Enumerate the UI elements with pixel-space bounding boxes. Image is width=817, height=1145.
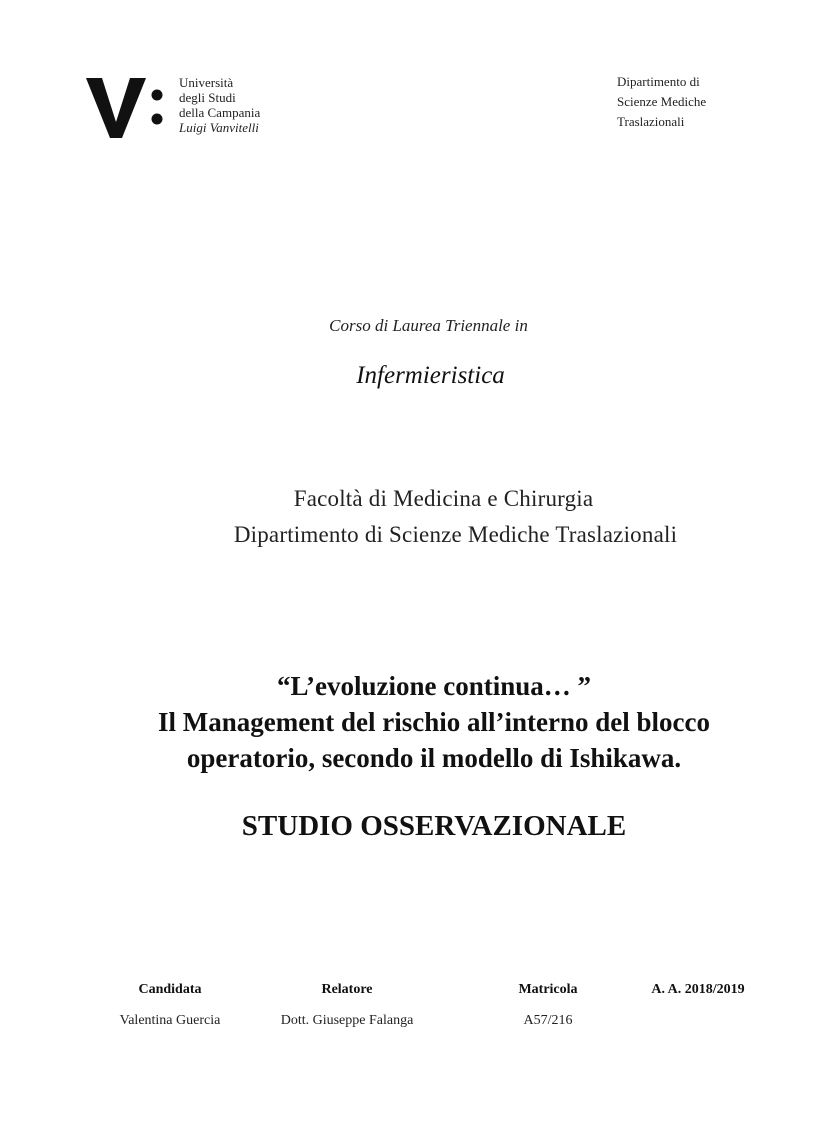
candidate-value: Valentina Guercia (119, 1013, 221, 1028)
department-header (617, 72, 706, 132)
course-name: Infermieristica (356, 362, 505, 389)
student-id-value: A57/216 (523, 1013, 573, 1028)
thesis-title (0, 668, 817, 776)
academic-year: A. A. 2018/2019 (651, 982, 745, 997)
department-name: Dipartimento di Scienze Mediche Traslazionali (233, 522, 678, 547)
department-header-line: Dipartimento di (617, 74, 700, 89)
thesis-title-line: Il Management del rischio all’interno del blocco (158, 707, 710, 737)
thesis-title-line: “L’evoluzione continua… ” (276, 671, 592, 701)
student-id-label: Matricola (518, 982, 578, 997)
university-logo-icon (86, 76, 166, 140)
university-name-line: degli Studi (179, 90, 236, 105)
supervisor-value: Dott. Giuseppe Falanga (280, 1013, 414, 1028)
course-intro: Corso di Laurea Triennale in (329, 316, 528, 335)
department-header-line: Scienze Mediche (617, 94, 707, 109)
supervisor-label: Relatore (321, 982, 373, 997)
university-name (179, 75, 260, 135)
candidate-label: Candidata (138, 982, 202, 997)
thesis-title-line: operatorio, secondo il modello di Ishikawa. (186, 743, 682, 773)
university-name-line: della Campania (179, 105, 261, 120)
faculty-name: Facoltà di Medicina e Chirurgia (293, 486, 594, 511)
department-header-line: Traslazionali (617, 114, 685, 129)
study-type: STUDIO OSSERVAZIONALE (241, 810, 627, 842)
university-name-line: Luigi Vanvitelli (179, 120, 259, 135)
university-name-line: Università (179, 75, 234, 90)
